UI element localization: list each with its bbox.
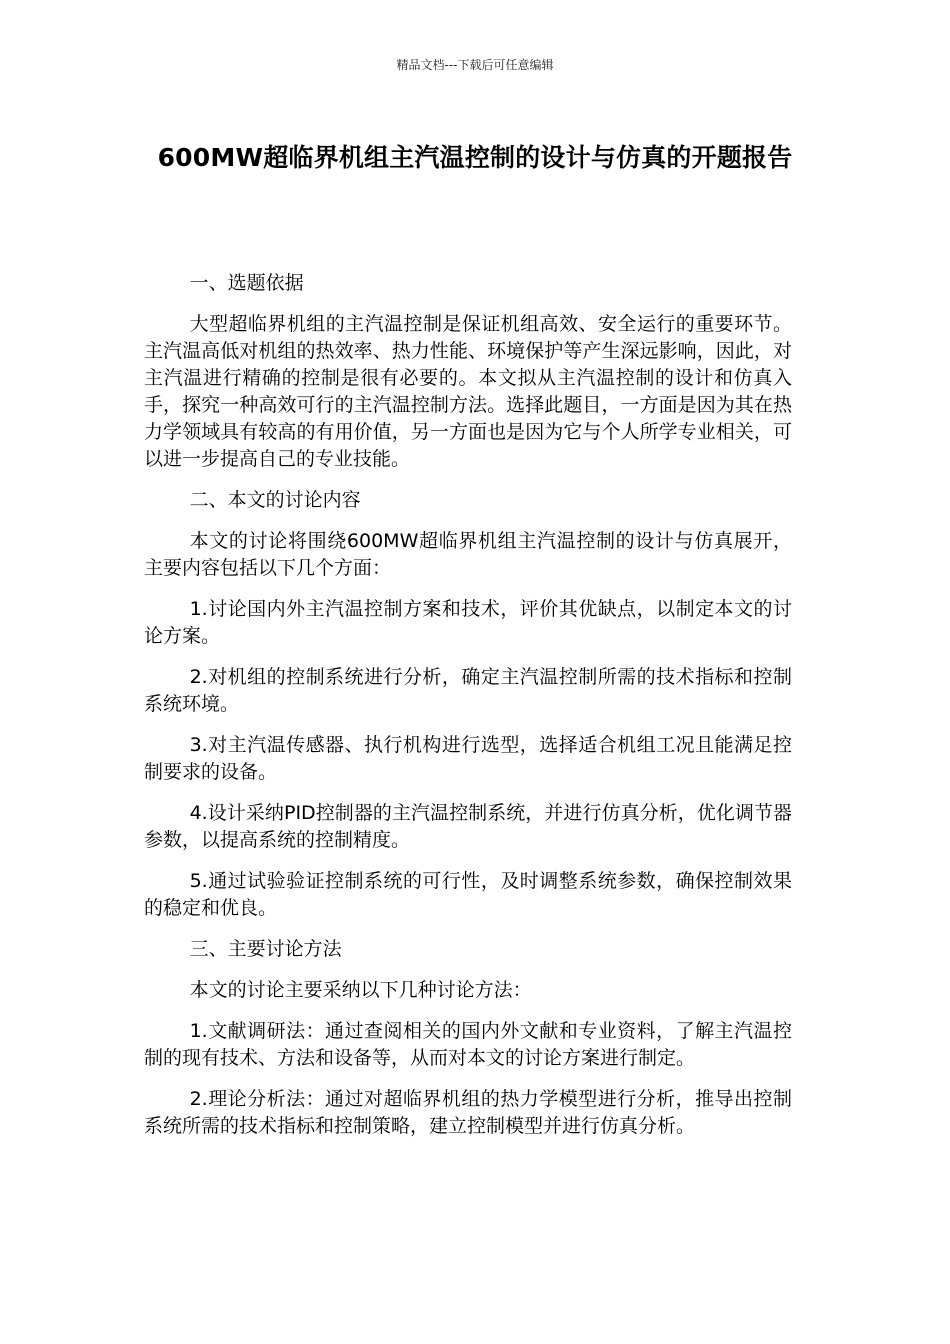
list-item: 3.对主汽温传感器、执行机构进行选型，选择适合机组工况且能满足控制要求的设备。 (144, 734, 792, 783)
section-heading: 一、选题依据 (189, 272, 304, 294)
section-research-methods (144, 936, 792, 1140)
section-research-content (144, 487, 792, 922)
list-item: 1.讨论国内外主汽温控制方案和技术，评价其优缺点，以制定本文的讨论方案。 (144, 598, 792, 647)
list-item: 2.对机组的控制系统进行分析，确定主汽温控制所需的技术指标和控制系统环境。 (144, 666, 792, 715)
paragraph: 本文的讨论将围绕600MW超临界机组主汽温控制的设计与仿真展开，主要内容包括以下几个方面： (144, 530, 792, 579)
document-title: 600MW超临界机组主汽温控制的设计与仿真的开题报告 (157, 143, 793, 172)
section-selection-basis (144, 270, 792, 473)
section-heading: 二、本文的讨论内容 (189, 489, 361, 511)
list-item: 4.设计采纳PID控制器的主汽温控制系统，并进行仿真分析，优化调节器参数，以提高系统的控制精度。 (144, 802, 792, 851)
list-item: 1.文献调研法：通过查阅相关的国内外文献和专业资料，了解主汽温控制的现有技术、方法和设备等，从而对本文的讨论方案进行制定。 (144, 1020, 792, 1069)
list-item: 5.通过试验验证控制系统的可行性，及时调整系统参数，确保控制效果的稳定和优良。 (144, 870, 792, 919)
section-heading: 三、主要讨论方法 (189, 938, 342, 960)
document-body (144, 270, 792, 1154)
list-item: 2.理论分析法：通过对超临界机组的热力学模型进行分析，推导出控制系统所需的技术指标和控制策略，建立控制模型并进行仿真分析。 (144, 1088, 792, 1137)
paragraph: 本文的讨论主要采纳以下几种讨论方法： (189, 979, 532, 1001)
paragraph: 大型超临界机组的主汽温控制是保证机组高效、安全运行的重要环节。主汽温高低对机组的热效率、热力性能、环境保护等产生深远影响，因此，对主汽温进行精确的控制是很有必要的。本文拟从主汽温控制的设计和仿真入手，探究一种高效可行的主汽温控制方法。选择此题目，一方面是因为其在热力学领域具有较高的有用价值，另一方面也是因为它与个人所学专业相关，可以进一步提高自己的专业技能。 (144, 313, 792, 470)
page-header-note: 精品文档---下载后可任意编辑 (396, 58, 554, 72)
